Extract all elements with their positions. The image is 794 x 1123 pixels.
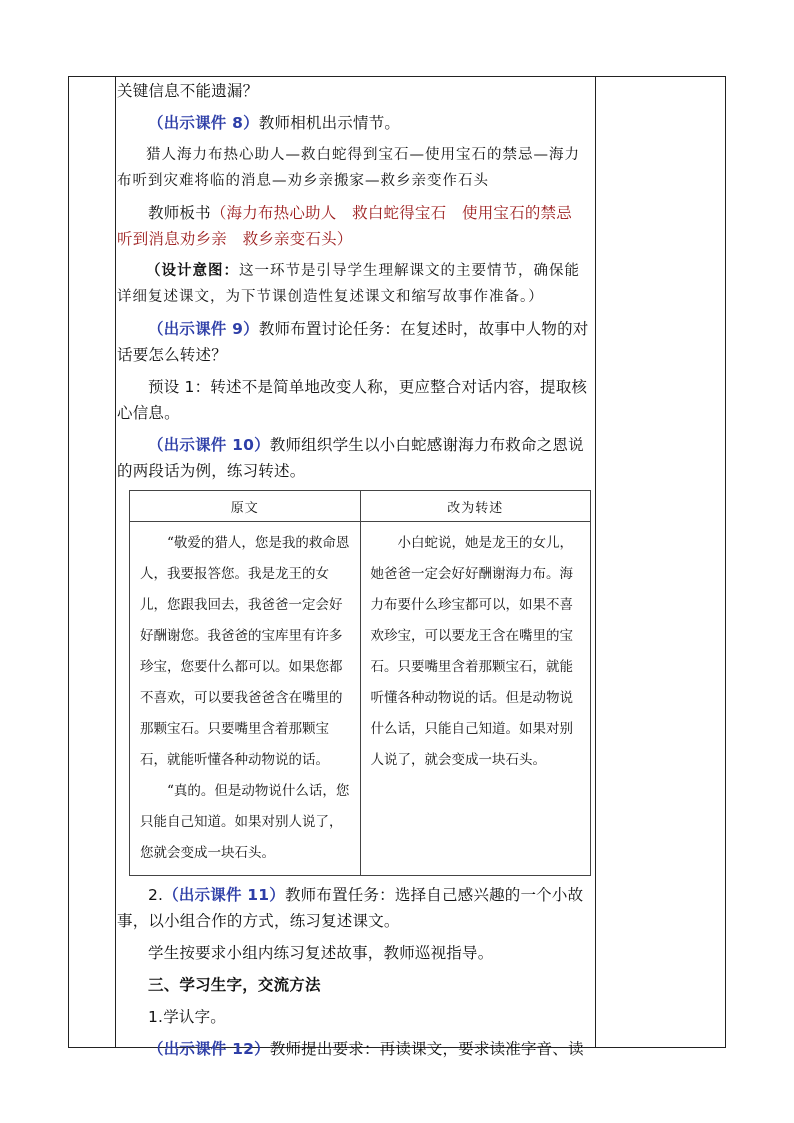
paragraph-plot-outline: 猎人海力布热心助人—救白蛇得到宝石—使用宝石的禁忌—海力布听到灾难将临的消息—劝乡亲搬家—救乡亲变作石头 xyxy=(117,147,580,189)
section-heading: 三、学习生字，交流方法 xyxy=(148,976,321,994)
paragraph-text: 教师组织学生以小白蛇感谢海力布救命之恩说的两段话为例，练习转述。 xyxy=(117,436,584,480)
paragraph-text: 教师板书 xyxy=(148,204,211,222)
lesson-plan-content xyxy=(117,78,593,1068)
paragraph-courseware-8 xyxy=(117,110,593,136)
design-intent-label: （设计意图： xyxy=(146,262,239,279)
paragraph-courseware-9 xyxy=(117,316,593,368)
original-text-cell xyxy=(130,522,361,876)
column-header-retold: 改为转述 xyxy=(360,491,591,522)
paragraph-text: 教师布置讨论任务：在复述时，故事中人物的对话要怎么转述？ xyxy=(117,320,589,364)
retold-text-cell xyxy=(360,522,591,876)
retold-text: 小白蛇说，她是龙王的女儿，她爸爸一定会好好酬谢海力布。海力布要什么珍宝都可以，如果不喜欢珍宝，可以要龙王含在嘴里的宝石。只要嘴里含着那颗宝石，就能听懂各种动物说的话。但是动物说什么话，只能自己知道。如果对别人说了，就会变成一块石头。 xyxy=(370,535,573,768)
courseware-tag: （出示课件 11） xyxy=(163,886,285,904)
frame-line-right xyxy=(725,76,726,1048)
item-number: 2. xyxy=(148,886,164,904)
courseware-tag: （出示课件 8） xyxy=(148,114,259,132)
paragraph-design-intent xyxy=(117,258,593,310)
paragraph-courseware-12 xyxy=(117,1036,593,1062)
paragraph-learn-characters: 1.学认字。 xyxy=(148,1008,226,1026)
paragraph-preset-1: 预设 1：转述不是简单地改变人称，更应整合对话内容，提取核心信息。 xyxy=(117,378,588,422)
frame-line-top xyxy=(68,76,725,77)
courseware-tag: （出示课件 12） xyxy=(148,1040,270,1058)
paragraph-blackboard xyxy=(117,200,593,252)
paragraph-text: 这一环节是引导学生理解课文的主要情节，确保能详细复述课文，为下节课创造性复述课文和缩写故事作准备。） xyxy=(117,263,580,305)
blackboard-text: （海力布热心助人 救白蛇得宝石 使用宝石的禁忌 听到消息劝乡亲 救乡亲变石头） xyxy=(117,204,588,248)
original-text-para-2: “真的。但是动物说什么话，您只能自己知道。如果对别人说了，您就会变成一块石头。 xyxy=(140,783,350,861)
frame-line-left xyxy=(68,76,69,1048)
paragraph-courseware-11 xyxy=(117,882,593,934)
paragraph-group-practice: 学生按要求小组内练习复述故事，教师巡视指导。 xyxy=(148,944,494,962)
courseware-tag: （出示课件 9） xyxy=(148,320,259,338)
frame-line-col2 xyxy=(595,76,596,1048)
frame-line-col1 xyxy=(115,76,116,1048)
paragraph-text: 教师布置任务：选择自己感兴趣的一个小故事，以小组合作的方式，练习复述课文。 xyxy=(117,886,584,930)
comparison-table xyxy=(129,490,591,876)
courseware-tag: （出示课件 10） xyxy=(148,436,270,454)
paragraph-text: 教师相机出示情节。 xyxy=(258,114,401,132)
column-header-original: 原文 xyxy=(130,491,361,522)
paragraph-text: 教师提出要求：再读课文，要求读准字音、读 xyxy=(269,1040,584,1058)
paragraph-courseware-10 xyxy=(117,432,593,484)
original-text-para-1: “敬爱的猎人，您是我的救命恩人，我要报答您。我是龙王的女儿，您跟我回去，我爸爸一定会好好酬谢您。我爸爸的宝库里有许多珍宝，您要什么都可以。如果您都不喜欢，可以要我爸爸含在嘴里的那颗宝石。只要嘴里含着那颗宝石，就能听懂各种动物说的话。 xyxy=(140,535,350,768)
paragraph-question: 关键信息不能遗漏？ xyxy=(117,82,259,100)
